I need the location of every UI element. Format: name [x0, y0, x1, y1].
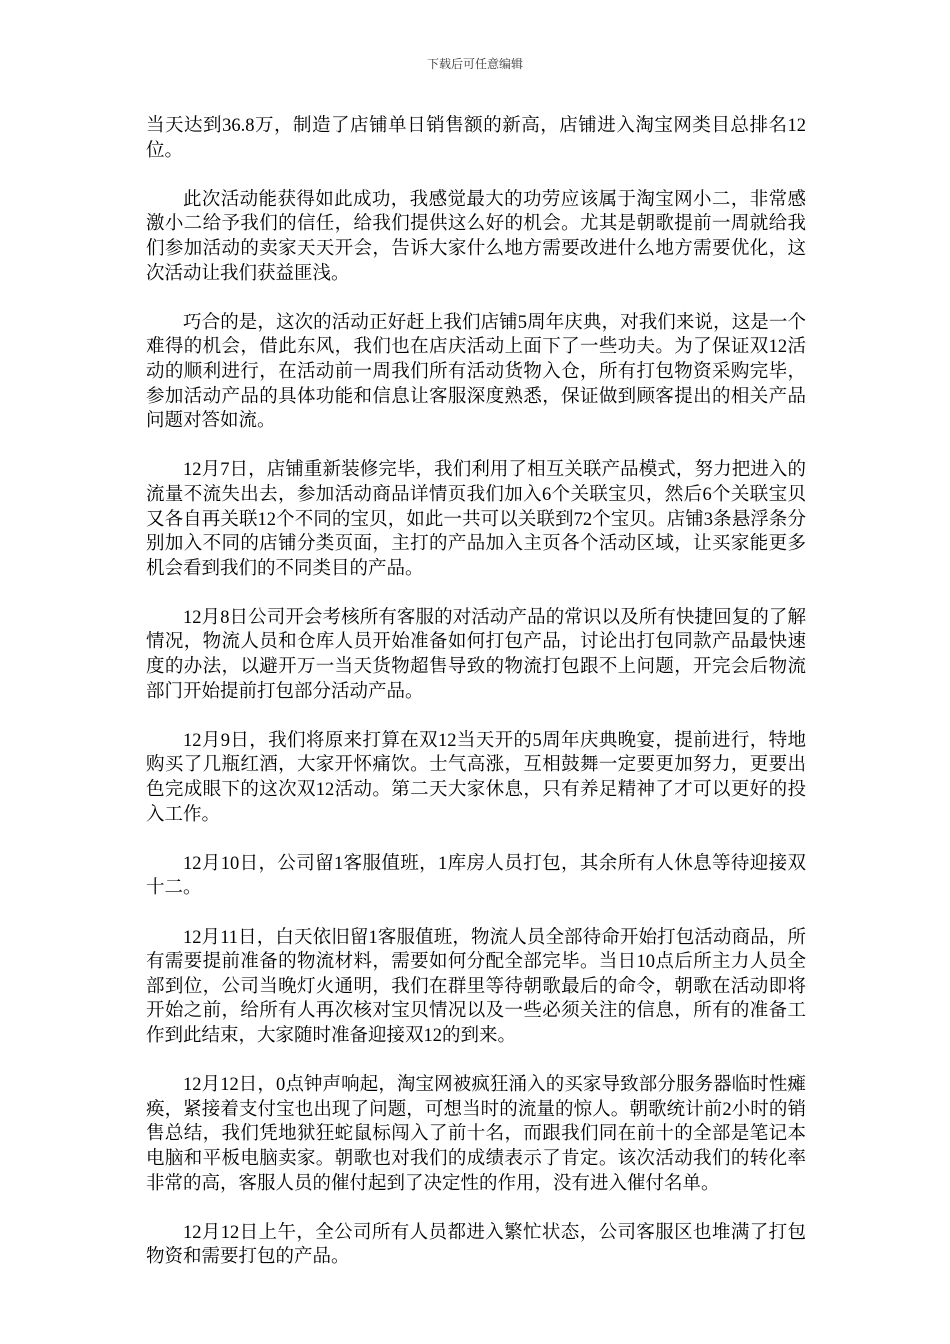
paragraph-1: 当天达到36.8万，制造了店铺单日销售额的新高，店铺进入淘宝网类目总排名12位。	[146, 116, 806, 161]
paragraph-5: 12月8日公司开会考核所有客服的对活动产品的常识以及所有快捷回复的了解情况，物流人员和仓库人员开始准备如何打包产品，讨论出打包同款产品最快速度的办法，以避开万一当天货物超售导致的物流打包跟不上问题，开完会后物流部门开始提前打包部分活动产品。	[146, 607, 806, 702]
page-header: 下载后可任意编辑	[426, 57, 523, 71]
paragraph-3: 巧合的是，这次的活动正好赶上我们店铺5周年庆典，对我们来说，这是一个难得的机会，借此东风，我们也在店庆活动上面下了一些功夫。为了保证双12活动的顺利进行，在活动前一周我们所有活动货物入仓，所有打包物资采购完毕，参加活动产品的具体功能和信息让客服深度熟悉，保证做到顾客提出的相关产品问题对答如流。	[146, 312, 806, 432]
paragraph-6: 12月9日，我们将原来打算在双12当天开的5周年庆典晚宴，提前进行，特地购买了几瓶红酒，大家开怀痛饮。士气高涨，互相鼓舞一定要更加努力，更要出色完成眼下的这次双12活动。第二天大家休息，只有养足精神了才可以更好的投入工作。	[146, 730, 806, 825]
paragraph-2: 此次活动能获得如此成功，我感觉最大的功劳应该属于淘宝网小二，非常感激小二给予我们的信任，给我们提供这么好的机会。尤其是朝歌提前一周就给我们参加活动的卖家天天开会，告诉大家什么地方需要改进什么地方需要优化，这次活动让我们获益匪浅。	[146, 189, 806, 284]
paragraph-10: 12月12日上午，全公司所有人员都进入繁忙状态，公司客服区也堆满了打包物资和需要打包的产品。	[146, 1222, 806, 1268]
paragraph-4: 12月7日，店铺重新装修完毕，我们利用了相互关联产品模式，努力把进入的流量不流失出去，参加活动商品详情页我们加入6个关联宝贝，然后6个关联宝贝又各自再关联12个不同的宝贝，如此一共可以关联到72个宝贝。店铺3条悬浮条分别加入不同的店铺分类页面，主打的产品加入主页各个活动区域，让买家能更多机会看到我们的不同类目的产品。	[146, 460, 806, 579]
paragraph-9: 12月12日，0点钟声响起，淘宝网被疯狂涌入的买家导致部分服务器临时性瘫痪，紧接着支付宝也出现了问题，可想当时的流量的惊人。朝歌统计前2小时的销售总结，我们凭地狱狂蛇鼠标闯入了前十名，而跟我们同在前十的全部是笔记本电脑和平板电脑卖家。朝歌也对我们的成绩表示了肯定。该次活动我们的转化率非常的高，客服人员的催付起到了决定性的作用，没有进入催付名单。	[146, 1075, 806, 1194]
paragraph-7: 12月10日，公司留1客服值班，1库房人员打包，其余所有人休息等待迎接双十二。	[146, 853, 806, 899]
paragraph-8: 12月11日，白天依旧留1客服值班，物流人员全部待命开始打包活动商品，所有需要提前准备的物流材料，需要如何分配全部完毕。当日10点后所主力人员全部到位，公司当晚灯火通明，我们在群里等待朝歌最后的命令，朝歌在活动即将开始之前，给所有人再次核对宝贝情况以及一些必须关注的信息，所有的准备工作到此结束，大家随时准备迎接双12的到来。	[146, 927, 806, 1046]
document-body	[146, 114, 806, 1295]
